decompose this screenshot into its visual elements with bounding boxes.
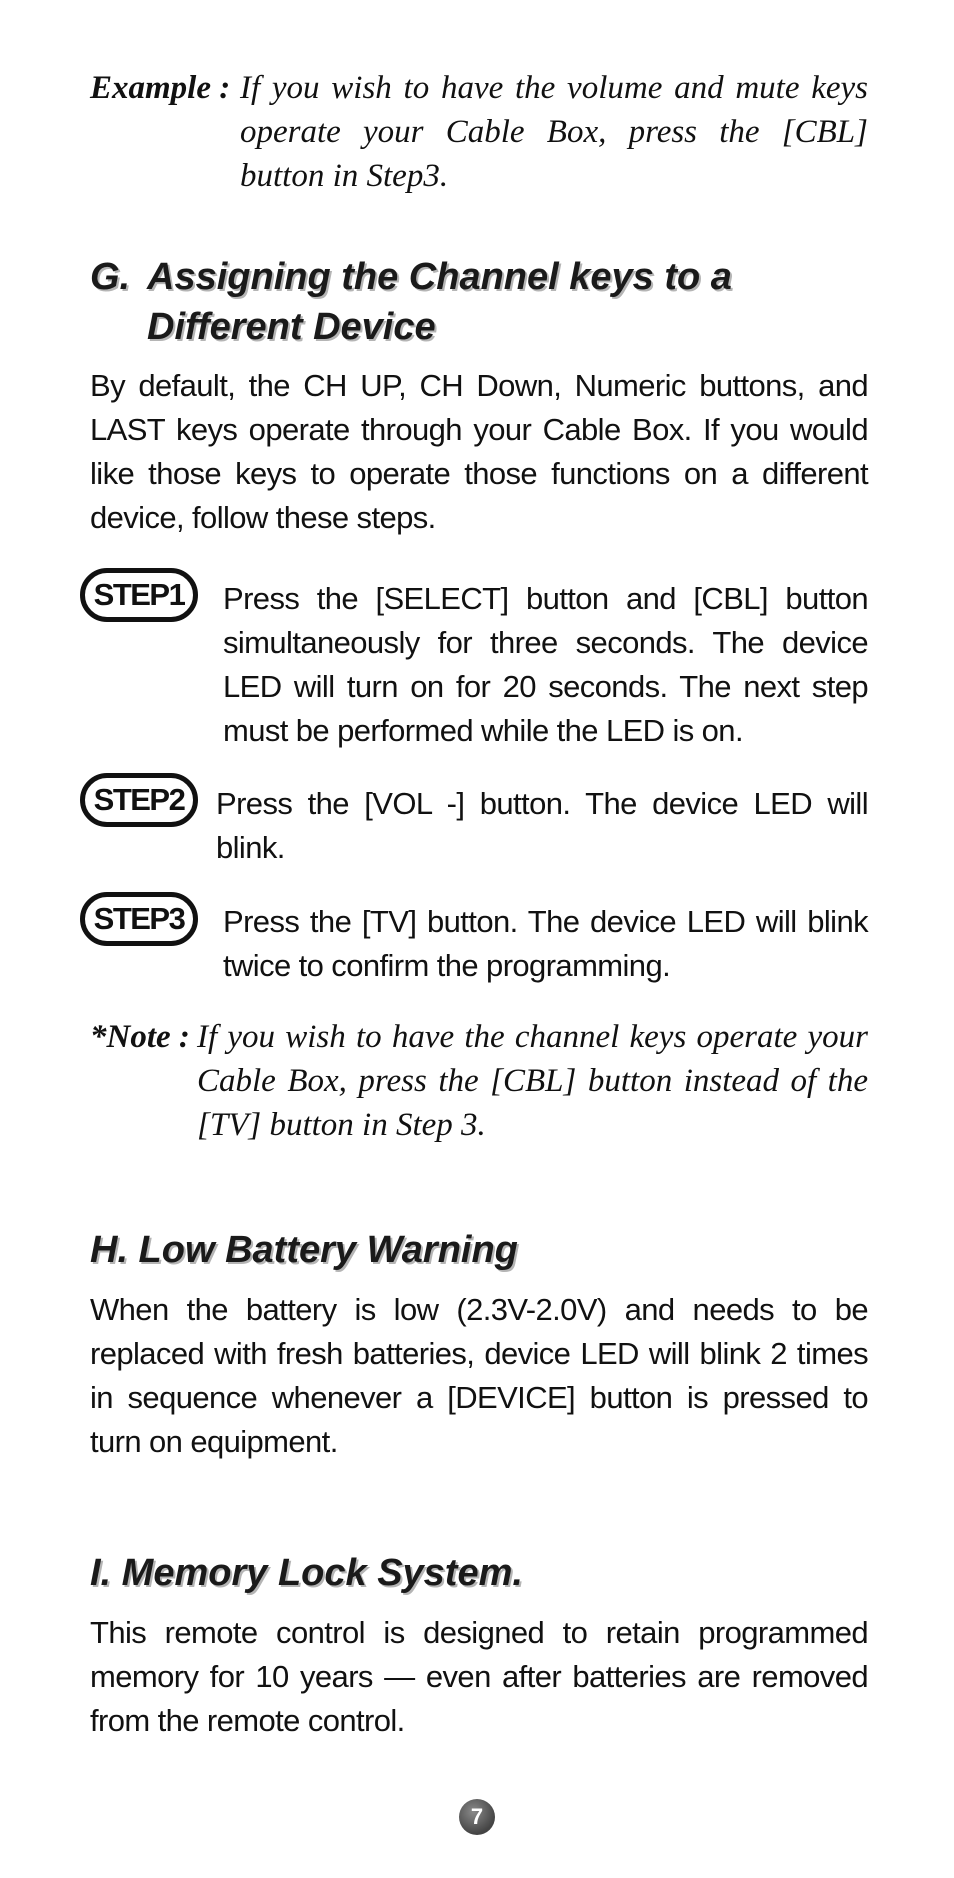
note-label: *Note :: [90, 1019, 190, 1055]
example-label: Example :: [90, 70, 231, 106]
note-block: [90, 1015, 868, 1155]
step1-text: Press the [SELECT] button and [CBL] button simultaneously for three seconds. The device LED will turn on for 20 seconds. The next step must be performed while the LED is on.: [223, 581, 868, 748]
example-block: [90, 66, 868, 206]
step1-badge: STEP1: [80, 568, 198, 622]
section-h-body: When the battery is low (2.3V-2.0V) and needs to be replaced with fresh batteries, device LED will blink 2 times in sequence whenever a [DEVICE] button is pressed to turn on equipment.: [90, 1292, 868, 1459]
note-text: If you wish to have the channel keys operate your Cable Box, press the [CBL] button instead of the [TV] button in Step 3.: [197, 1019, 868, 1143]
step2-text: Press the [VOL -] button. The device LED will blink.: [216, 786, 868, 865]
section-i-heading: I. Memory Lock System.: [90, 1552, 523, 1594]
section-g-body: By default, the CH UP, CH Down, Numeric buttons, and LAST keys operate through your Cable Box. If you would like those keys to operate those functions on a different device, follow these steps.: [90, 368, 868, 535]
section-g-letter: G.: [90, 256, 131, 298]
example-text: If you wish to have the volume and mute keys operate your Cable Box, press the [CBL] button in Step3.: [240, 70, 868, 194]
section-i-body: This remote control is designed to retain programmed memory for 10 years — even after batteries are removed from the remote control.: [90, 1615, 868, 1738]
section-g-heading: [90, 252, 850, 352]
page-number: 7: [459, 1799, 495, 1835]
section-h-heading: H. Low Battery Warning: [90, 1229, 518, 1271]
step3-badge: STEP3: [80, 892, 198, 946]
step2-badge: STEP2: [80, 773, 198, 827]
section-g-title: Assigning the Channel keys to a Different Device: [147, 256, 732, 348]
step3-text: Press the [TV] button. The device LED will blink twice to confirm the programming.: [223, 904, 868, 983]
